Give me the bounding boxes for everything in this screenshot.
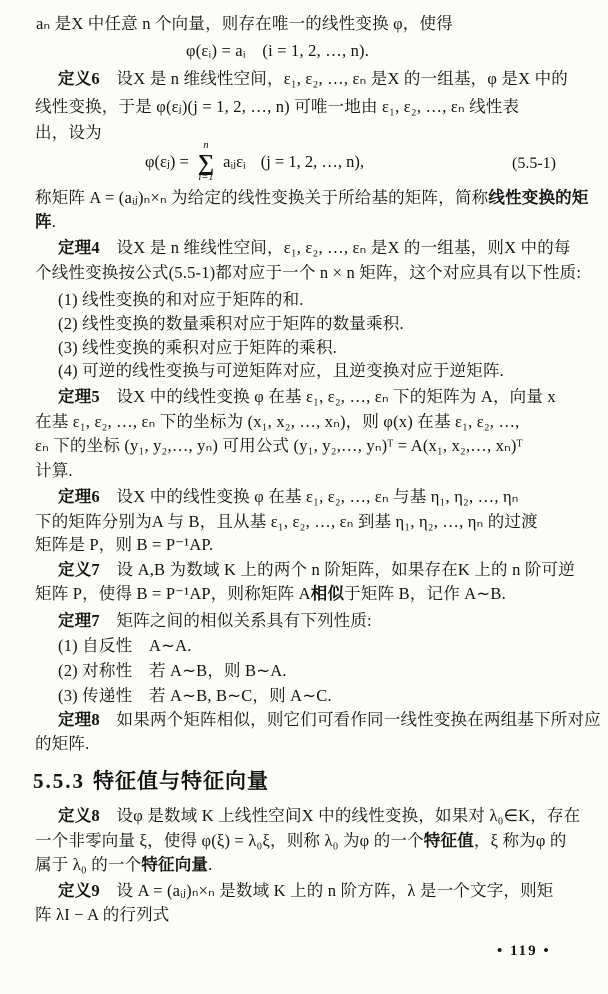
theorem-7-item-2-text: (2) 对称性 若 A∼B，则 B∼A. xyxy=(58,661,287,680)
definition-8-label: 定义8 xyxy=(58,806,100,825)
definition-8-text-1: 设φ 是数域 K 上线性空间X 中的线性变换，如果对 λ₀∈K，存在 xyxy=(99,806,581,825)
definition-6-line-2 xyxy=(35,98,519,117)
definition-8-text-3-tail: . xyxy=(208,855,213,874)
matrix-def-text-1: 称矩阵 A = (aᵢⱼ)ₙ×ₙ 为给定的线性变换关于所给基的矩阵，简称 xyxy=(35,188,489,207)
theorem-6-line-1 xyxy=(58,488,519,507)
theorem-5-text-3: εₙ 下的坐标 (y₁, y₂,…, yₙ) 可用公式 (y₁, y₂,…, yₙ)ᵀ = A(x₁, x₂,…, xₙ)ᵀ xyxy=(35,436,523,455)
definition-6-line-1 xyxy=(58,70,568,89)
theorem-4-item-4 xyxy=(58,362,504,381)
matrix-def-line-2 xyxy=(35,213,56,232)
definition-7-line-1 xyxy=(58,561,575,580)
intro-formula xyxy=(186,42,369,61)
intro-line xyxy=(36,15,453,34)
definition-8-line-3 xyxy=(35,856,212,875)
theorem-8-line-1 xyxy=(58,711,601,730)
page-number-text: • 119 • xyxy=(497,943,551,959)
intro-formula-text: φ(εᵢ) = aᵢ (i = 1, 2, …, n). xyxy=(186,41,370,60)
theorem-5-text-4: 计算. xyxy=(35,461,73,480)
theorem-4-item-2-text: (2) 线性变换的数量乘积对应于矩阵的数量乘积. xyxy=(58,314,404,333)
matrix-def-line-1 xyxy=(35,189,589,208)
theorem-8-line-2 xyxy=(35,735,89,754)
theorem-7-item-1 xyxy=(58,637,192,656)
theorem-4-item-2 xyxy=(58,315,404,334)
theorem-4-line-2 xyxy=(35,264,581,283)
theorem-4-item-1-text: (1) 线性变换的和对应于矩阵的和. xyxy=(58,290,304,309)
theorem-4-item-3 xyxy=(58,339,337,358)
equation-number-text: (5.5-1) xyxy=(512,155,556,172)
definition-8-bold-eigenvector: 特征向量 xyxy=(141,855,209,874)
section-title: 特征值与特征向量 xyxy=(93,769,269,793)
definition-6-text-3: 出，设为 xyxy=(35,123,102,142)
matrix-def-bold-2: 阵 xyxy=(35,212,52,231)
theorem-5-line-3 xyxy=(35,437,523,456)
page-number xyxy=(497,943,551,960)
theorem-6-line-2 xyxy=(35,513,538,532)
formula-5-5-1 xyxy=(145,141,364,184)
theorem-6-label: 定理6 xyxy=(58,487,100,506)
definition-7-bold: 相似 xyxy=(310,584,345,603)
theorem-6-text-3: 矩阵是 P，则 B = P⁻¹AP. xyxy=(35,535,214,554)
definition-9-line-1 xyxy=(58,882,554,901)
theorem-4-text-1: 设X 是 n 维线性空间，ε₁, ε₂, …, εₙ 是X 的一组基，则X 中的每 xyxy=(99,238,571,257)
theorem-5-line-4 xyxy=(35,462,73,481)
definition-7-text-2: 矩阵 P，使得 B = P⁻¹AP，则称矩阵 A xyxy=(35,584,311,603)
definition-8-text-2-tail: ，ξ 称为φ 的 xyxy=(473,831,567,850)
formula-lhs: φ(εⱼ) = xyxy=(145,152,189,172)
definition-6-text-2: 线性变换，于是 φ(εⱼ)(j = 1, 2, …, n) 可唯一地由 ε₁, ε₂, …, εₙ 线性表 xyxy=(35,97,520,116)
theorem-7-label: 定理7 xyxy=(58,611,100,630)
theorem-8-text-1: 如果两个矩阵相似，则它们可看作同一线性变换在两组基下所对应 xyxy=(99,710,601,729)
section-number: 5.5.3 xyxy=(33,769,85,793)
intro-text: aₙ 是X 中任意 n 个向量，则存在唯一的线性变换 φ，使得 xyxy=(36,14,453,33)
definition-8-text-2: 一个非零向量 ξ，使得 φ(ξ) = λ₀ξ，则称 λ₀ 为φ 的一个 xyxy=(35,831,424,850)
theorem-4-label: 定理4 xyxy=(58,238,100,257)
section-heading xyxy=(33,765,269,795)
theorem-7-item-2 xyxy=(58,662,287,681)
definition-6-text-1: 设X 是 n 维线性空间，ε₁, ε₂, …, εₙ 是X 的一组基，φ 是X 中的 xyxy=(99,69,568,88)
theorem-4-item-4-text: (4) 可逆的线性变换与可逆矩阵对应，且逆变换对应于逆矩阵. xyxy=(58,361,504,380)
definition-6-line-3 xyxy=(35,124,102,143)
theorem-7-item-1-text: (1) 自反性 A∼A. xyxy=(58,636,192,655)
summation-upper-limit: n xyxy=(203,140,209,151)
theorem-7-item-3-text: (3) 传递性 若 A∼B, B∼C，则 A∼C. xyxy=(58,686,332,705)
summation-lower-limit: i=1 xyxy=(198,172,214,184)
formula-condition: (j = 1, 2, …, n), xyxy=(260,152,364,172)
definition-9-label: 定义9 xyxy=(58,881,100,900)
matrix-def-bold-1: 线性变换的矩 xyxy=(488,188,589,207)
matrix-def-tail: . xyxy=(51,212,57,231)
theorem-4-text-2: 个线性变换按公式(5.5-1)都对应于一个 n × n 矩阵，这个对应具有以下性质: xyxy=(35,263,582,282)
definition-9-text-2: 阵 λI − A 的行列式 xyxy=(35,905,170,924)
definition-9-line-2 xyxy=(35,906,170,925)
theorem-5-text-1: 设X 中的线性变换 φ 在基 ε₁, ε₂, …, εₙ 下的矩阵为 A，向量 x xyxy=(99,387,556,406)
summation xyxy=(198,141,214,184)
theorem-6-text-2: 下的矩阵分别为A 与 B，且从基 ε₁, ε₂, …, εₙ 到基 η₁, η₂, …, ηₙ 的过渡 xyxy=(35,512,538,531)
theorem-7-line-1 xyxy=(58,612,372,631)
theorem-5-line-2 xyxy=(35,413,519,432)
theorem-6-text-1: 设X 中的线性变换 φ 在基 ε₁, ε₂, …, εₙ 与基 η₁, η₂, …, ηₙ xyxy=(99,487,519,506)
theorem-5-line-1 xyxy=(58,388,556,407)
theorem-4-item-3-text: (3) 线性变换的乘积对应于矩阵的乘积. xyxy=(58,338,337,357)
definition-7-line-2 xyxy=(35,585,506,604)
definition-9-text-1: 设 A = (aᵢⱼ)ₙ×ₙ 是数域 K 上的 n 阶方阵，λ 是一个文字，则矩 xyxy=(99,881,554,900)
definition-8-line-1 xyxy=(58,807,580,826)
formula-rhs: aᵢⱼεᵢ xyxy=(223,152,246,172)
sigma-symbol: ∑ xyxy=(197,149,215,175)
definition-7-text-1: 设 A,B 为数域 K 上的两个 n 阶矩阵，如果存在K 上的 n 阶可逆 xyxy=(99,560,575,579)
equation-number xyxy=(512,155,556,173)
definition-8-text-3: 属于 λ₀ 的一个 xyxy=(35,855,142,874)
theorem-7-item-3 xyxy=(58,687,332,706)
theorem-7-text-1: 矩阵之间的相似关系具有下列性质: xyxy=(99,611,372,630)
theorem-5-text-2: 在基 ε₁, ε₂, …, εₙ 下的坐标为 (x₁, x₂, …, xₙ)，则 φ(x) 在基 ε₁, ε₂, …, xyxy=(35,412,520,431)
theorem-4-line-1 xyxy=(58,239,571,258)
theorem-8-label: 定理8 xyxy=(58,710,100,729)
theorem-5-label: 定理5 xyxy=(58,387,100,406)
theorem-6-line-3 xyxy=(35,536,213,555)
theorem-8-text-2: 的矩阵. xyxy=(35,734,90,753)
definition-6-label: 定义6 xyxy=(58,69,100,88)
definition-7-tail: 于矩阵 B，记作 A∼B. xyxy=(344,584,506,603)
definition-8-bold-eigenvalue: 特征值 xyxy=(423,831,474,850)
definition-7-label: 定义7 xyxy=(58,560,100,579)
definition-8-line-2 xyxy=(35,832,567,851)
theorem-4-item-1 xyxy=(58,291,304,310)
